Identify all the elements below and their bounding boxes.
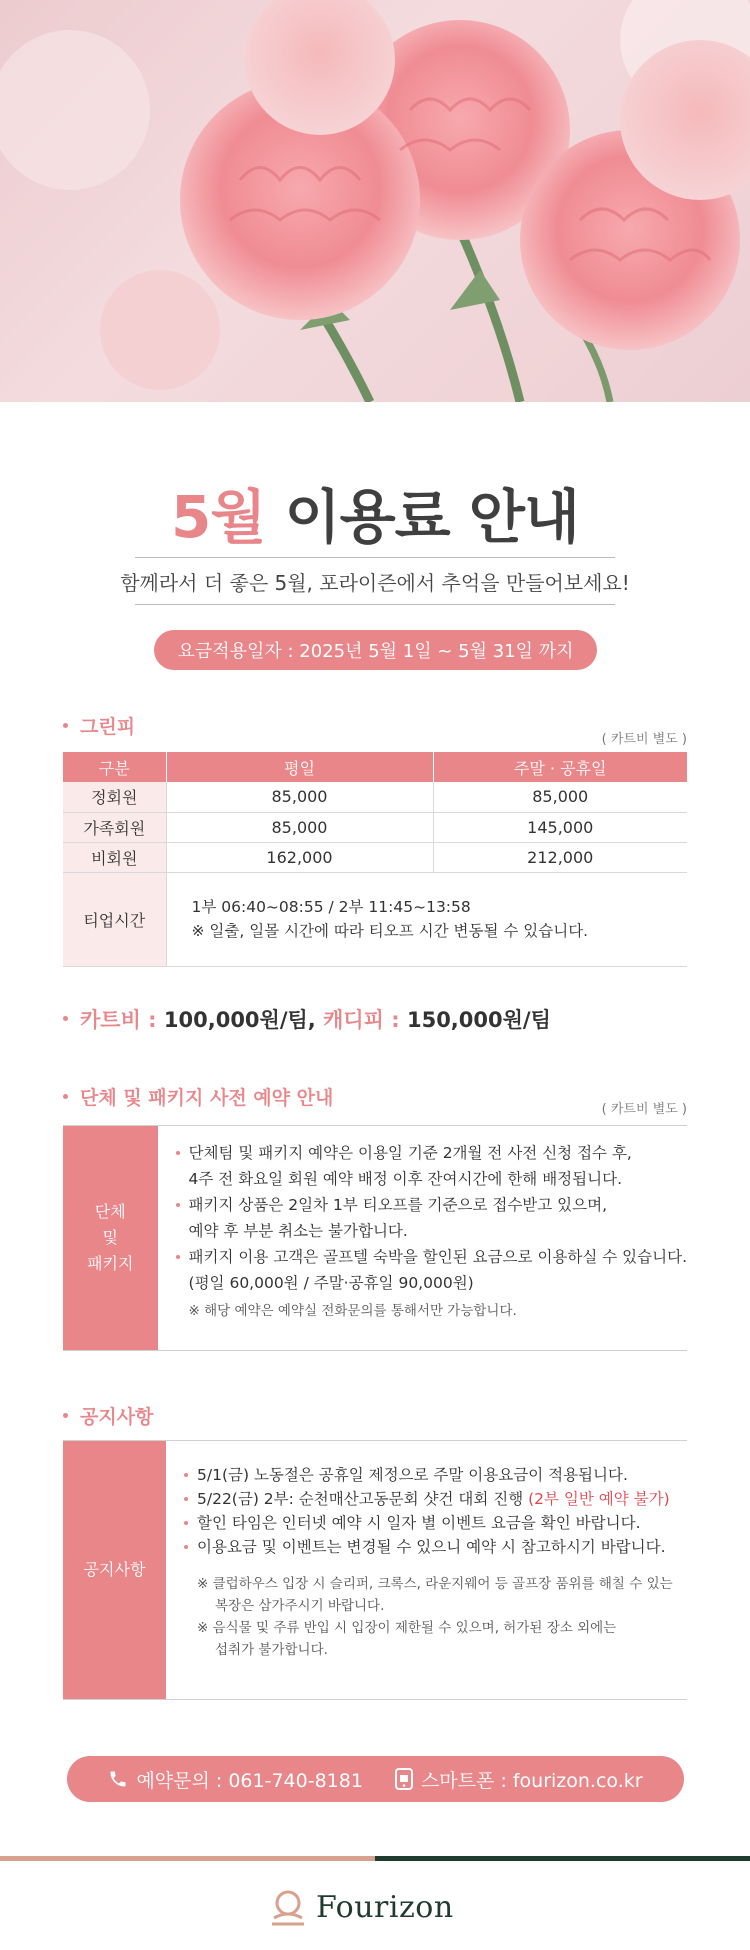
row-label: 티업시간 <box>63 872 166 966</box>
teeup-info <box>166 872 687 966</box>
caddie-fee-label: 캐디피 : <box>315 1008 400 1032</box>
cart-caddie-fees <box>63 1004 551 1034</box>
notice-footnote-cont: 복장은 삼가주시기 바랍니다. <box>215 1598 385 1614</box>
list-item-continued <box>174 1218 687 1244</box>
section-heading-text: 그린피 <box>80 716 136 738</box>
list-item-text: 4주 전 화요일 회원 예약 배정 이후 잔여시간에 한해 배정됩니다. <box>188 1170 622 1188</box>
table-row <box>63 782 687 812</box>
list-item-text: 예약 후 부분 취소는 불가합니다. <box>188 1222 408 1240</box>
side-label-line: 패키지 <box>87 1254 134 1273</box>
list-item-text: (평일 60,000원 / 주말·공휴일 90,000원) <box>188 1274 474 1292</box>
footer-divider-right <box>375 1856 750 1861</box>
phone-label: 예약문의 : 061-740-8181 <box>136 1769 363 1792</box>
weekend-price: 145,000 <box>433 812 687 842</box>
phone-contact[interactable] <box>108 1766 363 1793</box>
list-item <box>182 1511 687 1535</box>
row-label: 정회원 <box>63 782 166 812</box>
table-header-row <box>63 752 687 782</box>
table-row <box>63 812 687 842</box>
notice-side-label: 공지사항 <box>63 1441 166 1699</box>
notice-footnote-cont: 섭취가 불가합니다. <box>215 1642 328 1658</box>
section-heading-green-fee <box>63 712 135 739</box>
list-item-continued <box>174 1270 687 1296</box>
warning-text: (2부 일반 예약 불가) <box>528 1490 670 1508</box>
list-item <box>182 1535 687 1559</box>
weekday-price: 85,000 <box>166 782 433 812</box>
smartphone-icon <box>395 1768 413 1790</box>
logo-text: Fourizon <box>316 1889 454 1925</box>
web-label: 스마트폰 : fourizon.co.kr <box>420 1769 643 1792</box>
caddie-fee-value: 150,000원/팀 <box>399 1008 551 1032</box>
list-item-continued <box>174 1166 687 1192</box>
list-item-text: 단체팀 및 패키지 예약은 이용일 기준 2개월 전 사전 신청 접수 후, <box>188 1144 632 1162</box>
bullet-dot <box>184 1497 188 1501</box>
group-side-label <box>63 1126 158 1350</box>
row-label: 가족회원 <box>63 812 166 842</box>
list-item-text: 5/22(금) 2부: 순천매산고동문회 샷건 대회 진행 <box>197 1490 529 1508</box>
side-label-line: 및 <box>102 1228 118 1247</box>
bullet-dot <box>184 1521 188 1525</box>
bullet-dot <box>176 1203 180 1207</box>
list-item <box>174 1140 687 1166</box>
list-item <box>174 1192 687 1218</box>
footer-divider-left <box>0 1856 375 1861</box>
notice-footnote: ※ 음식물 및 주류 반입 시 입장이 제한될 수 있으며, 허가된 장소 외에는 <box>197 1620 617 1636</box>
cart-fee-label: 카트비 : <box>80 1008 157 1032</box>
row-label: 비회원 <box>63 842 166 872</box>
bullet-dot <box>184 1545 188 1549</box>
carnation-illustration <box>0 0 750 402</box>
list-item <box>182 1487 687 1511</box>
cart-fee-note: ( 카트비 별도 ) <box>601 1102 687 1117</box>
cart-fee-value: 100,000원/팀, <box>156 1008 316 1032</box>
notice-box <box>63 1440 687 1700</box>
hero-image <box>0 0 750 402</box>
notice-body <box>166 1441 687 1699</box>
title-main: 이용료 안내 <box>284 483 579 551</box>
bullet-dot <box>176 1151 180 1155</box>
title-accent: 5월 <box>171 483 266 551</box>
period-badge: 요금적용일자 : 2025년 5월 1일 ~ 5월 31일 까지 <box>154 630 597 670</box>
list-item-text: 이용요금 및 이벤트는 변경될 수 있으니 예약 시 참고하시기 바랍니다. <box>197 1538 666 1556</box>
teeup-times: 1부 06:40~08:55 / 2부 11:45~13:58 <box>191 898 471 916</box>
subtitle-box <box>120 557 630 605</box>
brand-logo <box>270 1885 454 1929</box>
column-header: 평일 <box>166 752 433 782</box>
weekday-price: 162,000 <box>166 842 433 872</box>
logo-emblem-icon <box>270 1888 306 1926</box>
list-item-text: 패키지 이용 고객은 골프텔 숙박을 할인된 요금으로 이용하실 수 있습니다. <box>188 1248 687 1266</box>
section-heading-notice <box>63 1402 153 1429</box>
weekend-price: 212,000 <box>433 842 687 872</box>
section-heading-text: 공지사항 <box>80 1406 154 1428</box>
table-row <box>63 842 687 872</box>
contact-bar <box>67 1756 684 1802</box>
list-item-text: 5/1(금) 노동절은 공휴일 제정으로 주말 이용요금이 적용됩니다. <box>197 1466 628 1484</box>
phone-icon <box>108 1769 128 1789</box>
side-label-line: 단체 <box>94 1202 126 1221</box>
bullet-dot <box>63 1094 68 1099</box>
bullet-dot <box>63 723 68 728</box>
subtitle: 함께라서 더 좋은 5월, 포라이즌에서 추억을 만들어보세요! <box>120 570 630 595</box>
bullet-dot <box>63 1413 68 1418</box>
group-package-box <box>63 1125 687 1351</box>
weekend-price: 85,000 <box>433 782 687 812</box>
cart-fee-note: ( 카트비 별도 ) <box>601 732 687 747</box>
list-item <box>182 1463 687 1487</box>
group-body <box>158 1126 687 1350</box>
column-header: 구분 <box>63 752 166 782</box>
group-footnote: ※ 해당 예약은 예약실 전화문의를 통해서만 가능합니다. <box>188 1303 517 1319</box>
list-item-text: 패키지 상품은 2일차 1부 티오프를 기준으로 접수받고 있으며, <box>188 1196 608 1214</box>
bullet-dot <box>184 1473 188 1477</box>
teeup-note: ※ 일출, 일몰 시간에 따라 티오프 시간 변동될 수 있습니다. <box>191 922 589 940</box>
section-heading-text: 단체 및 패키지 사전 예약 안내 <box>80 1087 334 1109</box>
section-heading-group <box>63 1083 333 1110</box>
bullet-dot <box>63 1016 68 1021</box>
bullet-dot <box>176 1255 180 1259</box>
list-item-text: 할인 타임은 인터넷 예약 시 일자 별 이벤트 요금을 확인 바랍니다. <box>197 1514 641 1532</box>
table-row-teeup <box>63 872 687 966</box>
notice-footnote: ※ 클럽하우스 입장 시 슬리퍼, 크록스, 라운지웨어 등 골프장 품위를 해칠 수 있는 <box>197 1576 673 1592</box>
green-fee-table <box>63 752 687 967</box>
list-item <box>174 1244 687 1270</box>
web-contact[interactable] <box>395 1766 643 1793</box>
page-title <box>0 470 750 554</box>
column-header: 주말 · 공휴일 <box>433 752 687 782</box>
weekday-price: 85,000 <box>166 812 433 842</box>
